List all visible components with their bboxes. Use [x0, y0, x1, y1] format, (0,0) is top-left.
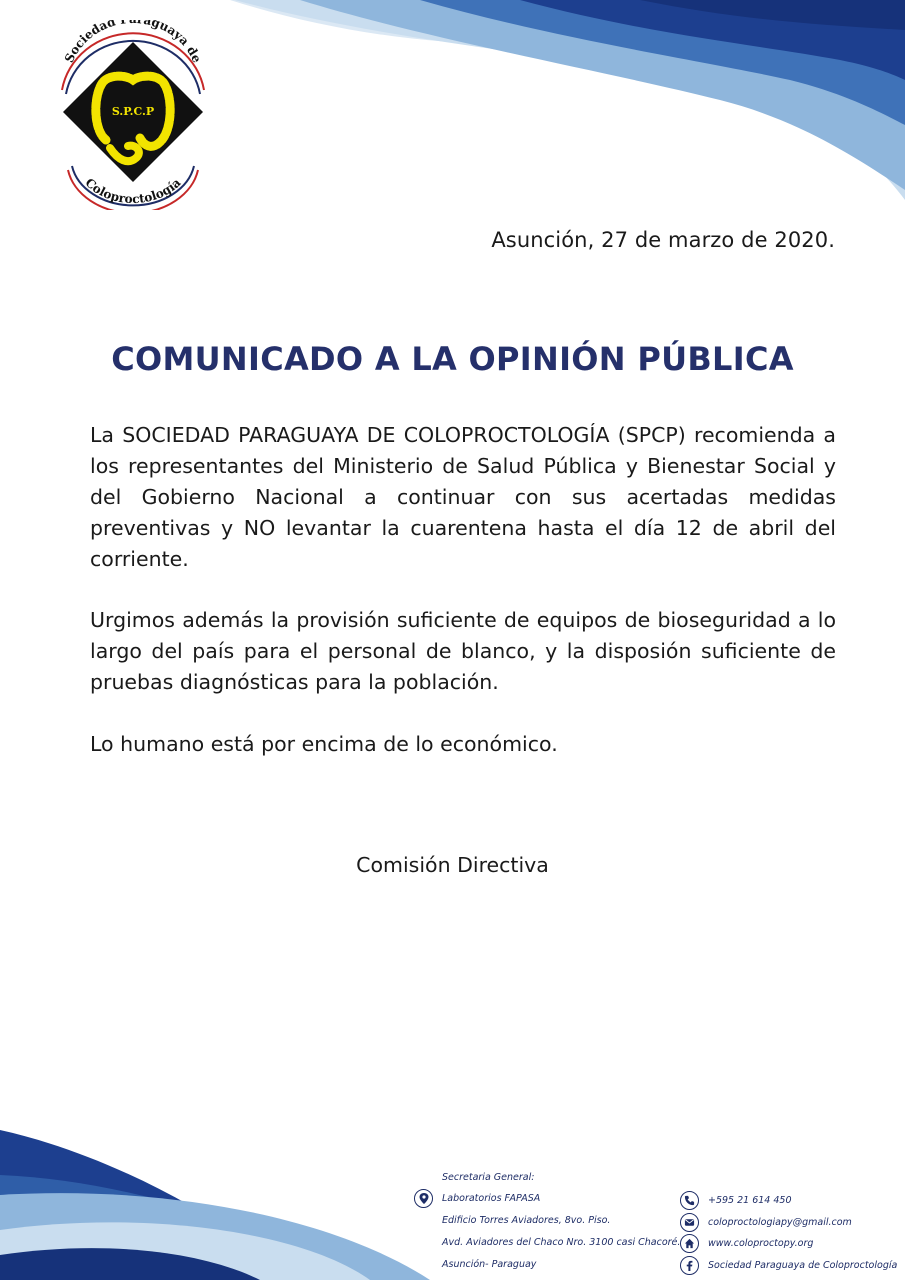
svg-text:Sociedad Paraguaya de: Sociedad aguaya de — [61, 20, 205, 65]
facebook-page[interactable]: Sociedad Paraguaya de Coloproctología — [708, 1259, 898, 1271]
svg-text:Coloproctología: Coloproctología — [82, 175, 184, 207]
contact-email — [680, 1211, 852, 1233]
contact-facebook — [680, 1254, 897, 1276]
footer-address-line: Avd. Aviadores del Chaco Nro. 3100 casi Chacoré. — [442, 1237, 681, 1248]
footer-heading: Secretaria General: — [442, 1172, 535, 1183]
home-icon — [680, 1234, 699, 1253]
svg-text:S.P.C.P: S.P.C.P — [111, 105, 155, 118]
location-icon — [414, 1189, 433, 1208]
contact-phone — [680, 1189, 792, 1211]
paragraph-closing: Lo humano está por encima de lo económico. — [90, 732, 558, 756]
email-icon — [680, 1213, 699, 1232]
footer-address-line: Edificio Torres Aviadores, 8vo. Piso. — [442, 1215, 611, 1226]
page-title: COMUNICADO A LA OPINIÓN PÚBLICA — [111, 340, 794, 378]
email-address[interactable]: coloproctologiapy@gmail.com — [708, 1216, 852, 1228]
website-link[interactable]: www.coloproctopy.org — [708, 1237, 814, 1249]
phone-icon — [680, 1191, 699, 1210]
footer-address-line: Asunción- Paraguay — [442, 1259, 537, 1270]
date-line: Asunción, 27 de marzo de 2020. — [491, 228, 835, 252]
contact-website — [680, 1232, 813, 1254]
footer-address-line: Laboratorios FAPASA — [442, 1193, 541, 1204]
paragraph-urge: Urgimos además la provisión suficiente de equipos de bioseguridad a lo largo del país para el personal de blanco, y la disposión suficiente de pruebas diagnósticas para la población. — [90, 608, 836, 694]
paragraph-recommendation: La SOCIEDAD PARAGUAYA DE COLOPROCTOLOGÍA (SPCP) recomienda a los representantes del Ministerio de Salud Pública y Bienestar Social y del Gobierno Nacional a continuar con sus acertadas medidas preventivas y NO levantar la cuarentena hasta el día 12 de abril del corriente. — [90, 423, 836, 571]
phone-number[interactable]: +595 21 614 450 — [708, 1194, 792, 1206]
signature: Comisión Directiva — [356, 853, 549, 877]
facebook-icon — [680, 1256, 699, 1275]
spcp-logo — [48, 20, 218, 210]
